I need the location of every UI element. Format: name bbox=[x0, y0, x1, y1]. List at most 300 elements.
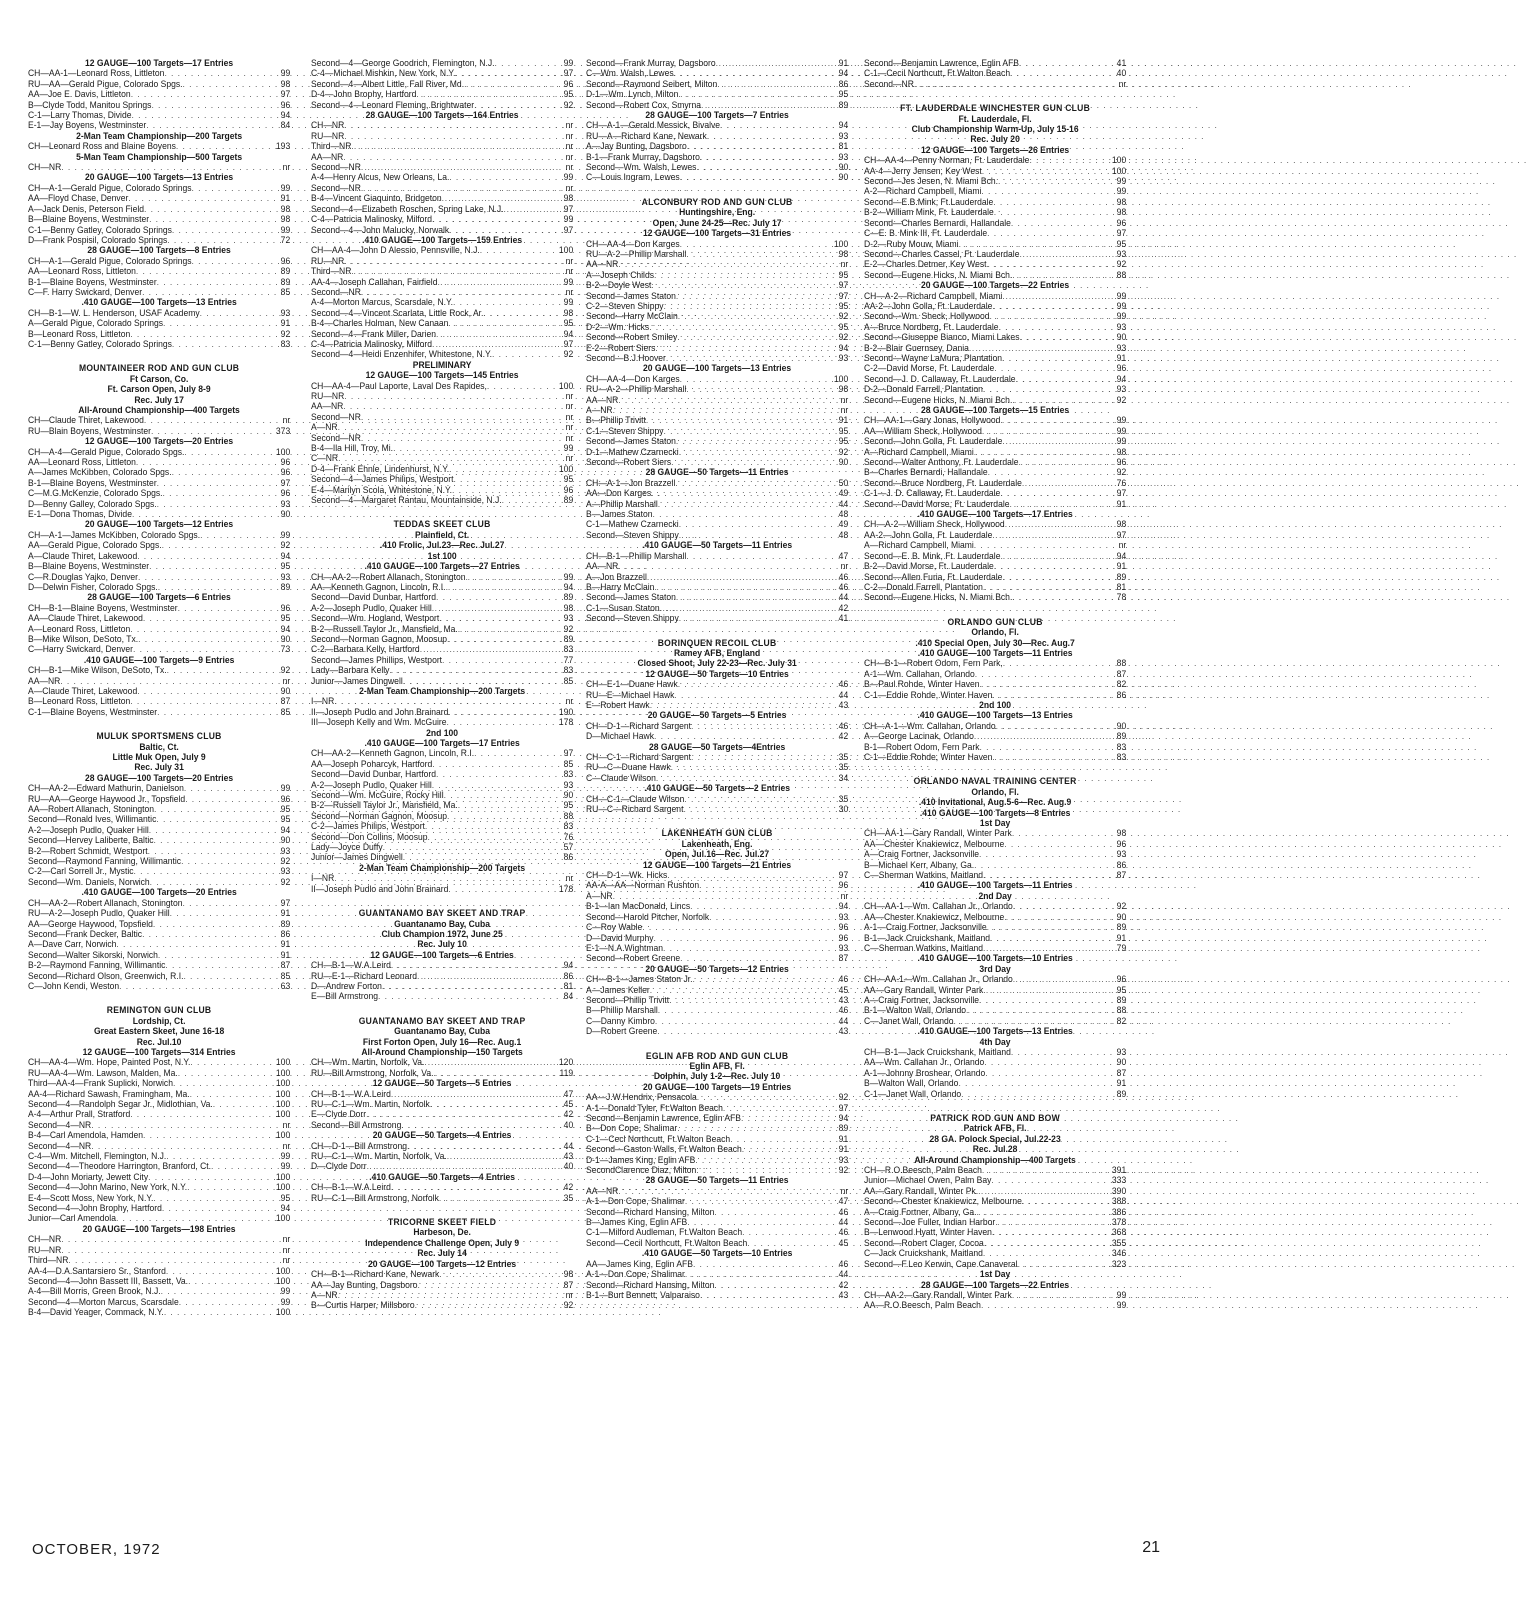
score: 373 bbox=[275, 425, 291, 436]
shooter-entry: C-4—Wm. Mitchell, Flemington, N.J. bbox=[28, 1151, 167, 1162]
shooter-entry: B-2—Robert Schmidt, Westport bbox=[28, 845, 148, 856]
event-heading: 12 GAUGE—100 Targets—145 Entries bbox=[365, 370, 519, 381]
result-row bbox=[864, 457, 1126, 467]
score: 85 bbox=[563, 675, 574, 686]
score: 93 bbox=[838, 1154, 849, 1165]
result-row bbox=[311, 991, 573, 1001]
result-row bbox=[586, 395, 848, 405]
score: 81 bbox=[838, 141, 849, 152]
score: 93 bbox=[1116, 1046, 1127, 1057]
result-row bbox=[864, 322, 1126, 332]
result-row bbox=[864, 488, 1126, 498]
result-row bbox=[28, 676, 290, 686]
shooter-entry: D-1—Mathew Czarnecki bbox=[586, 446, 679, 457]
dot-leader bbox=[649, 322, 826, 332]
dot-leader bbox=[723, 1103, 826, 1113]
event-heading: 28 GAUGE—50 Targets—11 Entries bbox=[645, 1175, 789, 1186]
result-row bbox=[586, 572, 848, 582]
score: 93 bbox=[1116, 849, 1127, 860]
shooter-entry: Second—NR bbox=[311, 286, 361, 297]
dot-leader bbox=[1011, 218, 1104, 228]
shooter-entry: B—Lenwood Hyatt, Winter Haven bbox=[864, 1227, 992, 1238]
dot-leader bbox=[677, 332, 826, 342]
shooter-entry: E—Bill Armstrong bbox=[311, 991, 379, 1002]
event-heading: 28 GAUGE—50 Targets—11 Entries bbox=[645, 467, 789, 478]
dot-leader bbox=[504, 204, 552, 214]
shooter-entry: E-4—Scott Moss, New York, N.Y. bbox=[28, 1192, 154, 1203]
shooter-entry: CH—A-2—William Sheck, Hollywood bbox=[864, 519, 1005, 530]
shooter-entry: C-4—Patricia Malinosky, Milford bbox=[311, 338, 433, 349]
shooter-entry: Junior—Michael Owen, Palm Bay bbox=[864, 1175, 992, 1186]
dot-leader bbox=[190, 1089, 269, 1099]
dot-leader bbox=[133, 644, 268, 654]
event-heading: 12 GAUGE—100 Targets—20 Entries bbox=[85, 436, 234, 447]
shooter-entry: CH—D-1—Richard Sargent bbox=[586, 720, 692, 731]
dot-leader bbox=[1004, 912, 1104, 922]
result-row bbox=[864, 1290, 1126, 1300]
event-heading: 20 GAUGE—100 Targets—12 Entries bbox=[85, 519, 234, 530]
result-row bbox=[28, 447, 290, 457]
shooter-entry: C—Roy Wable bbox=[586, 922, 643, 933]
shooter-entry: Second—Wayne LaMura, Plantation bbox=[864, 352, 1003, 363]
result-row bbox=[586, 405, 848, 415]
score: 42 bbox=[838, 1279, 849, 1290]
dot-leader bbox=[455, 68, 551, 78]
dot-leader bbox=[132, 509, 268, 519]
event-heading: 20 GAUGE—100 Targets—13 Entries bbox=[85, 172, 234, 183]
result-row bbox=[28, 1286, 290, 1296]
score: 86 bbox=[838, 78, 849, 89]
dot-leader bbox=[131, 89, 268, 99]
score: 92 bbox=[838, 311, 849, 322]
result-row bbox=[28, 89, 290, 99]
shooter-entry: CH—Claude Thiret, Lakewood bbox=[28, 415, 144, 426]
score: 92 bbox=[563, 1300, 574, 1311]
score: 90 bbox=[1116, 720, 1127, 731]
dot-leader bbox=[658, 499, 826, 509]
dot-leader bbox=[714, 1280, 826, 1290]
score: 98 bbox=[1116, 196, 1127, 207]
shooter-entry: A-1—Don Cope, Shalimar bbox=[586, 1269, 685, 1280]
score: 49 bbox=[838, 488, 849, 499]
dot-leader bbox=[678, 89, 826, 99]
score: 46 bbox=[838, 974, 849, 985]
result-row bbox=[864, 291, 1126, 301]
result-row bbox=[864, 499, 1126, 509]
shooter-entry: Second—B.J.Hoover bbox=[586, 352, 666, 363]
shooter-entry: Second—John Golla, Ft. Lauderdale bbox=[864, 436, 1003, 447]
dot-leader bbox=[987, 922, 1104, 932]
dot-leader bbox=[974, 447, 1104, 457]
score: 91 bbox=[838, 1144, 849, 1155]
result-row bbox=[864, 374, 1126, 384]
dot-leader bbox=[982, 1165, 1104, 1175]
score: 386 bbox=[1111, 1206, 1127, 1217]
score: 43 bbox=[838, 1289, 849, 1300]
result-row bbox=[864, 669, 1126, 679]
shooter-entry: Second—Raymond Seibert, Milton bbox=[586, 78, 718, 89]
shooter-entry: B—Charles Bernardi, Hallandale bbox=[864, 467, 988, 478]
dot-leader bbox=[184, 447, 268, 457]
result-row bbox=[586, 603, 848, 613]
dot-leader bbox=[977, 1207, 1105, 1217]
dot-leader bbox=[992, 752, 1104, 762]
result-row bbox=[864, 922, 1126, 932]
result-row bbox=[311, 800, 573, 810]
dot-leader bbox=[416, 89, 551, 99]
shooter-entry: I—NR bbox=[311, 696, 335, 707]
dot-leader bbox=[1019, 58, 1104, 68]
dot-leader bbox=[144, 204, 268, 214]
result-row bbox=[586, 519, 848, 529]
result-row bbox=[311, 1089, 573, 1099]
result-row bbox=[311, 1068, 573, 1078]
dot-leader bbox=[458, 624, 551, 634]
result-row bbox=[311, 141, 573, 151]
event-heading: 12 GAUGE—100 Targets—6 Entries bbox=[370, 949, 514, 960]
shooter-entry: Second—James Staton bbox=[586, 290, 676, 301]
score: 391 bbox=[1111, 1165, 1127, 1176]
shooter-entry: C—Janet Wall, Orlando bbox=[864, 1015, 954, 1026]
result-row bbox=[311, 162, 573, 172]
result-row bbox=[864, 1047, 1126, 1057]
score: 82 bbox=[1116, 679, 1127, 690]
shooter-entry: D—Frank Pospisil, Colorado Springs bbox=[28, 234, 168, 245]
shooter-entry: AA—Claude Thiret, Lakewood bbox=[28, 613, 143, 624]
shooter-entry: CH—AA-4—Wm. Hope, Painted Post, N.Y. bbox=[28, 1057, 191, 1068]
result-row bbox=[586, 752, 848, 762]
result-row bbox=[311, 832, 573, 842]
score: nr bbox=[565, 422, 574, 433]
score: 43 bbox=[563, 1151, 574, 1162]
shooter-entry: A—James McKibben, Colorado Spgs. bbox=[28, 467, 172, 478]
score: 44 bbox=[838, 689, 849, 700]
shooter-entry: Second—Benjamin Lawrence, Eglin AFB bbox=[864, 58, 1020, 68]
result-row bbox=[28, 846, 290, 856]
result-row bbox=[311, 1300, 573, 1310]
shooter-entry: Second—4—John Marino, New York, N.Y. bbox=[28, 1182, 188, 1193]
score: nr bbox=[565, 141, 574, 152]
dot-leader bbox=[142, 287, 268, 297]
result-row bbox=[586, 1165, 848, 1175]
shooter-entry: AA—Floyd Chase, Denver bbox=[28, 193, 129, 204]
dot-leader bbox=[361, 287, 551, 297]
shooter-entry: CH—A-4—Gerald Pigue, Colorado Spgs. bbox=[28, 446, 185, 457]
shooter-entry: RU—A—Richard Kane, Newark bbox=[586, 130, 707, 141]
result-row bbox=[28, 561, 290, 571]
score: 46 bbox=[838, 720, 849, 731]
dot-leader bbox=[717, 79, 826, 89]
score: nr bbox=[565, 130, 574, 141]
dot-leader bbox=[984, 1057, 1104, 1067]
dot-leader bbox=[742, 1227, 826, 1237]
result-row bbox=[864, 1259, 1126, 1269]
result-row bbox=[586, 762, 848, 772]
score: nr bbox=[1118, 540, 1127, 551]
dot-leader bbox=[492, 349, 551, 359]
shooter-entry: A—Bruce Nordberg, Ft. Lauderdale bbox=[864, 321, 999, 332]
dot-leader bbox=[1013, 974, 1104, 984]
shoot-info: Little Muk Open, July 9 bbox=[112, 752, 206, 762]
result-row bbox=[28, 68, 290, 78]
shooter-entry: D-4—John Moriarty, Jewett City bbox=[28, 1171, 149, 1182]
score: nr bbox=[840, 890, 849, 901]
score: 91 bbox=[280, 193, 291, 204]
score: 98 bbox=[563, 1269, 574, 1280]
score: 95 bbox=[563, 474, 574, 485]
result-row bbox=[28, 530, 290, 540]
result-row bbox=[28, 204, 290, 214]
dot-leader bbox=[439, 1193, 551, 1203]
page-number: 21 bbox=[1142, 1539, 1160, 1556]
dot-leader bbox=[974, 860, 1104, 870]
dot-leader bbox=[679, 613, 826, 623]
dot-leader bbox=[137, 686, 268, 696]
event-heading: 2-Man Team Championship—200 Targets bbox=[359, 862, 526, 873]
score: 86 bbox=[1116, 689, 1127, 700]
result-row bbox=[311, 433, 573, 443]
dot-leader bbox=[382, 981, 551, 991]
shooter-entry: B-4—David Yeager, Commack, N.Y. bbox=[28, 1307, 164, 1318]
dot-leader bbox=[391, 1089, 551, 1099]
result-row bbox=[28, 339, 290, 349]
score: 93 bbox=[838, 130, 849, 141]
score: 100 bbox=[275, 1275, 291, 1286]
score: 94 bbox=[563, 581, 574, 592]
result-row bbox=[586, 901, 848, 911]
shooter-entry: AA—NR bbox=[28, 675, 61, 686]
dot-leader bbox=[437, 277, 551, 287]
result-row bbox=[864, 1238, 1126, 1248]
club-heading: MOUNTAINEER ROD AND GUN CLUB bbox=[78, 363, 240, 374]
result-row bbox=[864, 592, 1126, 602]
score: 47 bbox=[563, 1088, 574, 1099]
dot-leader bbox=[714, 1207, 826, 1217]
shooter-entry: B-2—William Mink, Ft. Lauderdale bbox=[864, 207, 994, 218]
score: 42 bbox=[838, 602, 849, 613]
dot-leader bbox=[983, 943, 1104, 953]
shooter-entry: C-2—Donald Farrell, Plantation bbox=[864, 581, 983, 592]
result-row bbox=[311, 474, 573, 484]
score: nr bbox=[1118, 78, 1127, 89]
score: 89 bbox=[563, 633, 574, 644]
dot-leader bbox=[654, 731, 826, 741]
score: 94 bbox=[280, 550, 291, 561]
shooter-entry: AA—Chester Knakiewicz, Melbourne bbox=[864, 838, 1005, 849]
score: 99 bbox=[1116, 1289, 1127, 1300]
result-row bbox=[586, 353, 848, 363]
result-row bbox=[28, 1057, 290, 1067]
score: 100 bbox=[275, 1182, 291, 1193]
dot-leader bbox=[1005, 519, 1104, 529]
dot-leader bbox=[998, 176, 1104, 186]
shooter-entry: RU—NR bbox=[28, 1244, 62, 1255]
result-row bbox=[311, 1151, 573, 1161]
shooter-entry: CH—AA-1—Wm. Callahan Jr., Orlando bbox=[864, 901, 1013, 912]
dot-leader bbox=[1012, 1290, 1104, 1300]
score: 99 bbox=[1116, 300, 1127, 311]
result-row bbox=[311, 287, 573, 297]
result-row bbox=[864, 1078, 1126, 1088]
shooter-entry: CH—NR bbox=[28, 1234, 62, 1245]
result-row bbox=[28, 898, 290, 908]
score: 89 bbox=[1116, 994, 1127, 1005]
shooter-entry: E-1—Jay Boyens, Westminster bbox=[28, 120, 147, 131]
score: 47 bbox=[838, 1196, 849, 1207]
shooter-entry: RU—Blain Boyens, Westminster bbox=[28, 425, 151, 436]
shooter-entry: AA—Kenneth Gagnon, Lincoln, R.I. bbox=[311, 581, 446, 592]
dot-leader bbox=[432, 603, 551, 613]
result-row bbox=[586, 259, 848, 269]
score: 99 bbox=[280, 1296, 291, 1307]
score: 81 bbox=[563, 980, 574, 991]
score: 99 bbox=[1116, 415, 1127, 426]
dot-leader bbox=[367, 1161, 552, 1171]
result-row bbox=[864, 478, 1126, 488]
score: 95 bbox=[838, 300, 849, 311]
result-row bbox=[311, 464, 573, 474]
dot-leader bbox=[995, 1217, 1104, 1227]
score: 97 bbox=[563, 68, 574, 79]
result-row bbox=[28, 1245, 290, 1255]
shooter-entry: D—Delwin Fisher, Colorado Spgs. bbox=[28, 581, 158, 592]
dot-leader bbox=[464, 79, 551, 89]
event-heading: 28 GAUGE—100 Targets—20 Entries bbox=[85, 772, 234, 783]
result-row bbox=[311, 1141, 573, 1151]
event-heading: 28 GAUGE—100 Targets—22 Entries bbox=[921, 1279, 1070, 1290]
shooter-entry: B—Don Cope, Shalimar bbox=[586, 1123, 678, 1134]
dot-leader bbox=[344, 256, 551, 266]
shooter-entry: AA—NR bbox=[586, 1185, 619, 1196]
shooter-entry: A-4—Arthur Prall, Stratford bbox=[28, 1109, 131, 1120]
event-heading: 2-Man Team Championship—200 Targets bbox=[359, 685, 526, 696]
shooter-entry: Second—Gaston Walls, Ft.Walton Beach bbox=[586, 1144, 742, 1155]
result-row bbox=[586, 880, 848, 890]
score: 100 bbox=[275, 1078, 291, 1089]
dot-leader bbox=[164, 1307, 268, 1317]
score: 92 bbox=[280, 876, 291, 887]
dot-leader bbox=[618, 1186, 826, 1196]
result-row bbox=[586, 1134, 848, 1144]
event-heading: All-Around Championship—400 Targets bbox=[914, 1154, 1076, 1165]
result-row bbox=[586, 499, 848, 509]
dot-leader bbox=[343, 401, 551, 411]
result-row bbox=[311, 79, 573, 89]
dot-leader bbox=[149, 561, 268, 571]
score: 92 bbox=[838, 1092, 849, 1103]
shooter-entry: B-1—Robert Odom, Fern Park bbox=[864, 741, 980, 752]
dot-leader bbox=[343, 152, 551, 162]
result-row bbox=[311, 624, 573, 634]
shooter-entry: B—Walton Wall, Orlando bbox=[864, 1078, 959, 1089]
dot-leader bbox=[954, 1016, 1105, 1026]
dot-leader bbox=[618, 259, 826, 269]
dot-leader bbox=[674, 68, 827, 78]
dot-leader bbox=[980, 679, 1105, 689]
result-row bbox=[864, 1248, 1126, 1258]
shoot-info: Ft. Lauderdale, Fl. bbox=[958, 113, 1032, 124]
score: 89 bbox=[838, 99, 849, 110]
shooter-entry: AA—William Sheck, Hollywood bbox=[864, 425, 982, 436]
shooter-entry: AA—Jay Bunting, Dagsboro bbox=[311, 1279, 418, 1290]
shooter-entry: CH—NR bbox=[311, 120, 345, 131]
shooter-entry: D—Andrew Forton bbox=[311, 980, 382, 991]
score: 89 bbox=[563, 495, 574, 506]
dot-leader bbox=[709, 912, 826, 922]
event-heading: .410 GAUGE—50 Targets—10 Entries bbox=[641, 1248, 793, 1259]
score: 89 bbox=[280, 581, 291, 592]
result-row bbox=[586, 1113, 848, 1123]
shooter-entry: Second—James Staton bbox=[586, 436, 676, 447]
score: 92 bbox=[838, 1165, 849, 1176]
score: nr bbox=[282, 1255, 291, 1266]
dot-leader bbox=[338, 1290, 551, 1300]
score: nr bbox=[282, 1234, 291, 1245]
club-heading: ORLANDO NAVAL TRAINING CENTER bbox=[913, 776, 1077, 787]
dot-leader bbox=[656, 773, 826, 783]
result-row bbox=[28, 1120, 290, 1130]
result-row bbox=[586, 912, 848, 922]
result-row bbox=[311, 485, 573, 495]
score: 99 bbox=[280, 1161, 291, 1172]
result-row bbox=[586, 1155, 848, 1165]
score: 43 bbox=[838, 1026, 849, 1037]
shooter-entry: CH—AA-1—Gary Jonas, Hollywood bbox=[864, 415, 1001, 426]
dot-leader bbox=[361, 412, 551, 422]
dot-leader bbox=[424, 1057, 551, 1067]
shooter-entry: RU—NR bbox=[311, 391, 345, 401]
result-row bbox=[311, 572, 573, 582]
result-row bbox=[864, 933, 1126, 943]
score: 88 bbox=[563, 810, 574, 821]
dot-leader bbox=[981, 186, 1104, 196]
dot-leader bbox=[366, 1109, 551, 1119]
result-row bbox=[311, 644, 573, 654]
shooter-entry: C-1—Eddie Rohde, Winter Haven bbox=[864, 689, 993, 700]
result-row bbox=[586, 1103, 848, 1113]
result-row bbox=[586, 551, 848, 561]
score: 96 bbox=[280, 99, 291, 110]
event-heading: 12 GAUGE—100 Targets—314 Entries bbox=[82, 1046, 236, 1057]
score: 93 bbox=[563, 779, 574, 790]
dot-leader bbox=[993, 197, 1104, 207]
result-row bbox=[586, 280, 848, 290]
dot-leader bbox=[695, 1155, 826, 1165]
dot-leader bbox=[407, 1141, 551, 1151]
dot-leader bbox=[1011, 1047, 1104, 1057]
score: nr bbox=[282, 1140, 291, 1151]
dot-leader bbox=[483, 308, 551, 318]
dot-leader bbox=[720, 120, 826, 130]
result-row bbox=[586, 457, 848, 467]
dot-leader bbox=[157, 277, 268, 287]
result-row bbox=[586, 270, 848, 280]
score: nr bbox=[840, 405, 849, 415]
dot-leader bbox=[618, 395, 826, 405]
result-row bbox=[28, 960, 290, 970]
event-heading: .410 GAUGE—100 Targets—17 Entries bbox=[364, 738, 520, 748]
shooter-entry: A-4—Bill Morris, Green Brook, N.J. bbox=[28, 1286, 161, 1297]
shooter-entry: A—Dave Carr, Norwich bbox=[28, 939, 117, 950]
dot-leader bbox=[351, 141, 551, 151]
score: 92 bbox=[563, 623, 574, 634]
dot-leader bbox=[700, 1290, 826, 1300]
result-row bbox=[28, 686, 290, 696]
dot-leader bbox=[157, 478, 268, 488]
score: 95 bbox=[838, 269, 849, 280]
result-row bbox=[28, 981, 290, 991]
score: 86 bbox=[280, 928, 291, 939]
